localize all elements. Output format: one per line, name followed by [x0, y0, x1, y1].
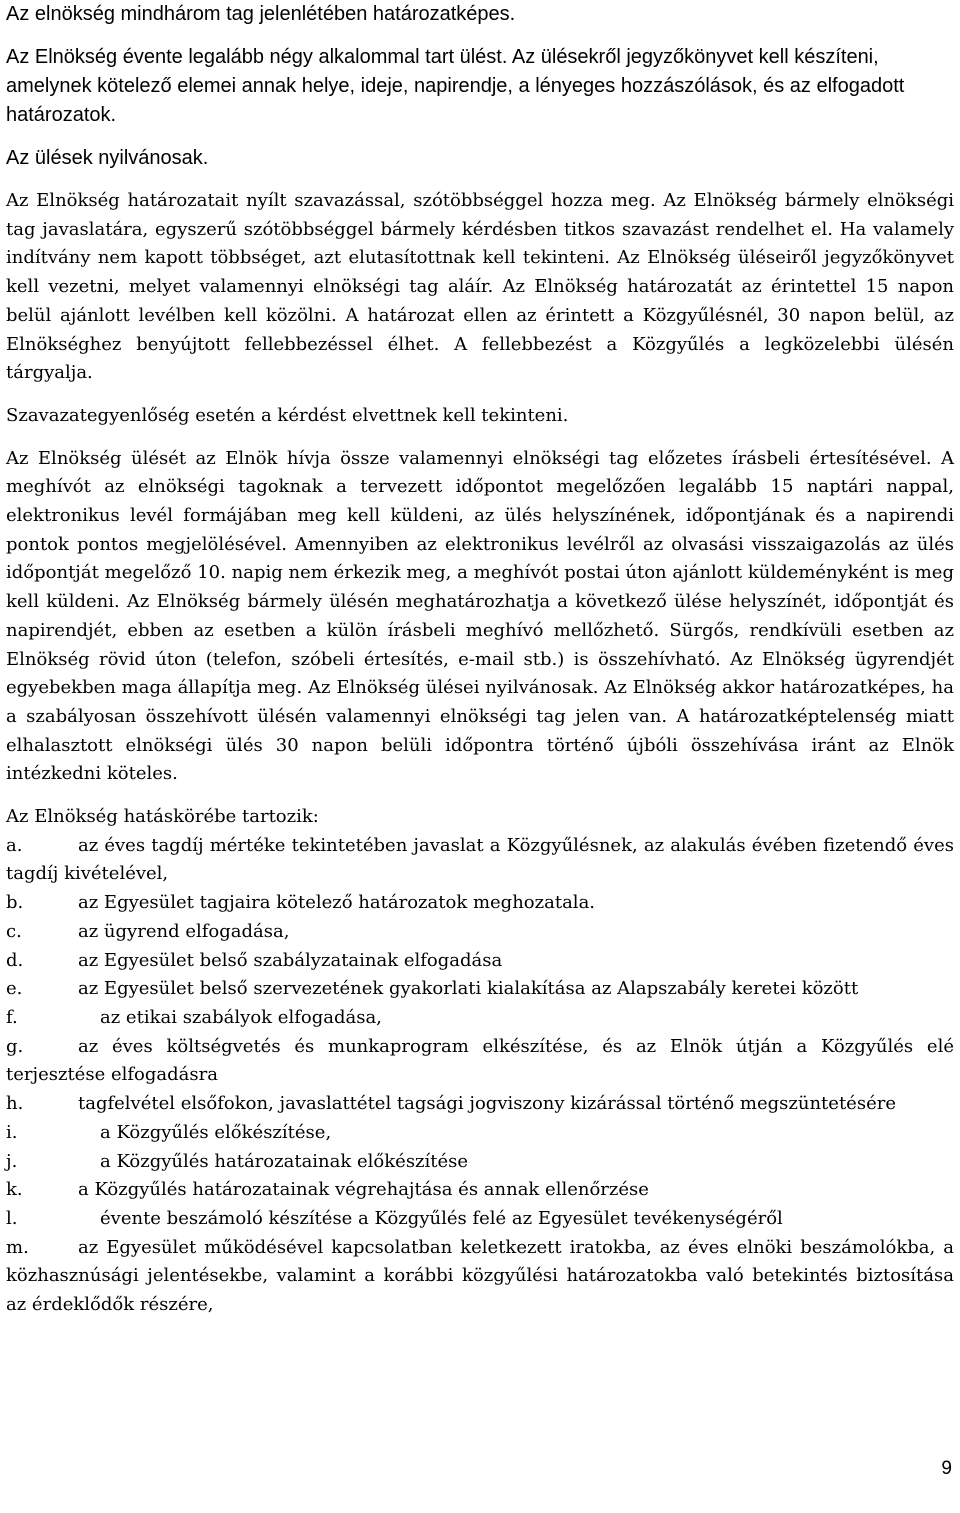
list-item-text: a Közgyűlés előkészítése, — [100, 1121, 332, 1143]
list-item-label: h. — [6, 1093, 24, 1115]
list-item-text: az Egyesület tagjaira kötelező határozatok meghozatala. — [78, 892, 596, 914]
list-item-label: g. — [6, 1035, 24, 1057]
list-item-text: az ügyrend elfogadása, — [78, 920, 290, 942]
list-item — [6, 889, 954, 918]
quorum-paragraph: Az elnökség mindhárom tag jelenlétében határozatképes. — [6, 3, 516, 25]
public-paragraph: Az ülések nyilvánosak. — [6, 147, 209, 169]
list-item — [6, 1234, 954, 1320]
list-item-label: j. — [6, 1150, 18, 1172]
list-item-text: az Egyesület belső szervezetének gyakorlati kialakítása az Alapszabály keretei között — [78, 978, 859, 1000]
list-item — [6, 1119, 954, 1148]
document-page — [6, 0, 954, 1320]
list-item-label: l. — [6, 1207, 18, 1229]
list-item-text: évente beszámoló készítése a Közgyűlés felé az Egyesület tevékenységéről — [100, 1207, 783, 1229]
list-item — [6, 1205, 954, 1234]
list-item-label: e. — [6, 978, 23, 1000]
list-item-text: az éves költségvetés és munkaprogram elkészítése, és az Elnök útján a Közgyűlés elé terjesztése elfogadásra — [6, 1035, 954, 1086]
decisions-paragraph: Az Elnökség határozatait nyílt szavazással, szótöbbséggel hozza meg. Az Elnökség bármely elnökségi tag javaslatára, egyszerű szótöbbséggel bármely kérdésben titkos szavazást rendelhet el. Ha valamely indítvány nem kapott többséget, azt elutasítottnak kell tekinteni. Az Elnökség üléseiről jegyzőkönyvet kell vezetni, melyet valamennyi elnökségi tag aláír. Az Elnökség határozatát az érintettel 15 napon belül ajánlott levélben kell közölni. A határozat ellen az érintett a Közgyűlésnél, 30 napon belül, az Elnökséghez benyújtott fellebbezéssel élhet. A fellebbezést a Közgyűlés a legközelebbi ülésén tárgyalja. — [6, 190, 954, 384]
tie-paragraph: Szavazategyenlőség esetén a kérdést elvettnek kell tekinteni. — [6, 404, 569, 426]
list-item — [6, 1004, 954, 1033]
list-item-label: k. — [6, 1179, 23, 1201]
list-item-text: a Közgyűlés határozatainak végrehajtása és annak ellenőrzése — [78, 1179, 649, 1201]
list-item — [6, 1148, 954, 1177]
list-item-label: d. — [6, 949, 24, 971]
list-item-label: i. — [6, 1121, 18, 1143]
list-item — [6, 1176, 954, 1205]
list-item-label: m. — [6, 1236, 29, 1258]
powers-heading: Az Elnökség hatáskörébe tartozik: — [6, 806, 319, 828]
list-item-text: az etikai szabályok elfogadása, — [100, 1006, 382, 1028]
list-item — [6, 918, 954, 947]
powers-list — [6, 832, 954, 1320]
list-item-text: az Egyesület működésével kapcsolatban keletkezett iratokba, az éves elnöki beszámolókba, a közhasznúsági jelentésekbe, valamint a korábbi közgyűlési határozatokba való betekintés biztosítása az érdeklődők részére, — [6, 1236, 954, 1316]
convening-paragraph: Az Elnökség ülését az Elnök hívja össze valamennyi elnökségi tag előzetes írásbeli értesítésével. A meghívót az elnökségi tagoknak a tervezett időpontot megelőzően legalább 15 naptári nappal, elektronikus levél formájában meg kell küldeni, az ülés helyszínének, időpontjának és a napirendi pontok pontos megjelölésével. Amennyiben az elektronikus levélről az olvasási visszaigazolás az ülés időpontját megelőző 10. napig nem érkezik meg, a meghívót postai úton ajánlott küldeményként is meg kell küldeni. Az Elnökség bármely ülésén meghatározhatja a következő ülése helyszínét, időpontját és napirendjét, ebben az esetben a külön írásbeli meghívó mellőzhető. Sürgős, rendkívüli esetben az Elnökség rövid úton (telefon, szóbeli értesítés, e-mail stb.) is összehívható. Az Elnökség ügyrendjét egyebekben maga állapítja meg. Az Elnökség ülései nyilvánosak. Az Elnökség akkor határozatképes, ha a szabályosan összehívott ülésén valamennyi elnökségi tag jelen van. A határozatképtelenség miatt elhalasztott elnökségi ülés 30 napon belüli időpontra történő újbóli összehívása iránt az Elnök intézkedni köteles. — [6, 447, 954, 785]
list-item — [6, 1090, 954, 1119]
list-item — [6, 975, 954, 1004]
list-item — [6, 1033, 954, 1090]
list-item-text: az éves tagdíj mértéke tekintetében javaslat a Közgyűlésnek, az alakulás évében fizetendő éves tagdíj kivételével, — [6, 834, 954, 885]
page-number: 9 — [941, 1458, 952, 1479]
list-item-text: a Közgyűlés határozatainak előkészítése — [100, 1150, 469, 1172]
list-item — [6, 947, 954, 976]
list-item-label: b. — [6, 892, 24, 914]
meetings-paragraph: Az Elnökség évente legalább négy alkalommal tart ülést. Az ülésekről jegyzőkönyvet kell készíteni, amelynek kötelező elemei annak helye, ideje, napirendje, a lényeges hozzászólások, és az elfogadott határozatok. — [6, 46, 905, 126]
list-item-label: c. — [6, 920, 22, 942]
list-item-label: f. — [6, 1006, 18, 1028]
list-item-text: tagfelvétel elsőfokon, javaslattétel tagsági jogviszony kizárással történő megszüntetésére — [78, 1093, 896, 1115]
list-item-text: az Egyesület belső szabályzatainak elfogadása — [78, 949, 503, 971]
list-item-label: a. — [6, 834, 23, 856]
list-item — [6, 832, 954, 889]
